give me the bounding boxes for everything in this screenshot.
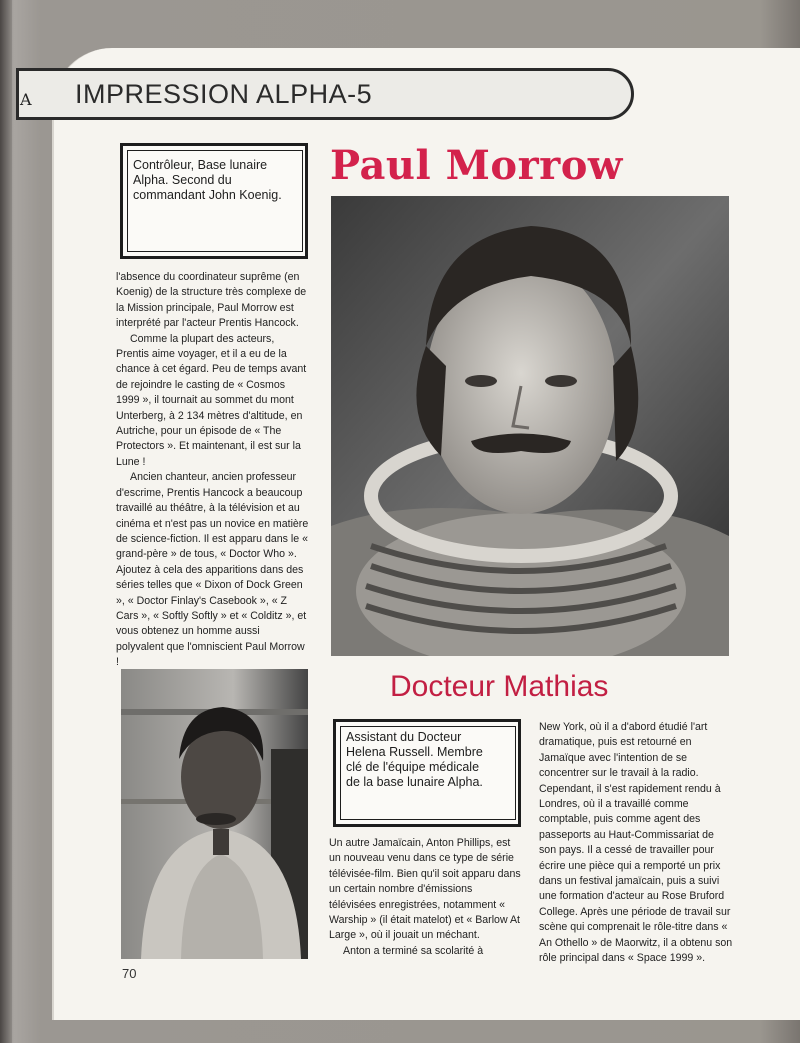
paul-caption-box [120, 143, 308, 259]
paul-paragraph-1: l'absence du coordinateur suprême (en Koenig) de la structure très complexe de la Mission principale, Paul Morrow est interprété par l'acteur Prentis Hancock. [116, 271, 307, 330]
paul-paragraph-3: Ancien chanteur, ancien professeur d'escrime, Prentis Hancock a beaucoup travaillé au théâtre, à la télévision et au cinéma et n'est pas un novice en matière de science-fiction. Il est apparu dans le « grand-père » de tous, « Doctor Who ». Ajoutez à cela des apparitions dans des séries telles que « Dixon of Dock Green », « Doctor Finlay's Casebook », « Z Cars », « Softly Softly » et « Colditz », et vous obtenez un homme aussi polyvalent que l'omniscient Paul Morrow ! [116, 471, 309, 669]
paul-morrow-heading: Paul Morrow [330, 142, 623, 189]
docteur-mathias-heading: Docteur Mathias [390, 670, 609, 703]
mathias-left-paragraph-2: Anton a terminé sa scolarité à [343, 944, 484, 957]
mathias-caption: Assistant du Docteur Helena Russell. Membre clé de l'équipe médicale de la base lunaire Alpha. [346, 730, 483, 789]
mathias-body-right [539, 720, 733, 967]
margin-mark: A [20, 90, 32, 109]
book-spine [0, 0, 12, 1043]
header-bar [16, 68, 634, 120]
mathias-body-left [329, 836, 521, 959]
paul-morrow-photo [331, 196, 729, 656]
mathias-right-paragraph-1: New York, où il a d'abord étudié l'art dramatique, puis est retourné en Jamaïque avec l'intention de se concentrer sur le travail à la radio. Cependant, il s'est rapidement rendu à Londres, où il a travaillé comme comptable, puis comme agent des passeports au Haut-Commissariat de son pays. Il a cessé de travailler pour écrire une pièce qui a remporté un prix dans un festival jamaïcain, puis a suivi une formation d'acteur au Rose Bruford College. Après une période de travail sur scène qui comprenait le rôle-titre dans « An Othello » de Maorwitz, il a obtenu son rôle principal dans « Space 1999 ». [539, 721, 733, 965]
page-title: IMPRESSION ALPHA-5 [75, 79, 373, 109]
docteur-mathias-photo [121, 669, 308, 959]
paul-caption: Contrôleur, Base lunaire Alpha. Second du commandant John Koenig. [133, 158, 282, 202]
paul-body-text [116, 270, 310, 671]
page-number: 70 [122, 966, 137, 981]
paul-paragraph-2: Comme la plupart des acteurs, Prentis aime voyager, et il a eu de la chance à cet égard. Peu de temps avant de rejoindre le casting de « Cosmos 1999 », il tournait au sommet du mont Unterberg, à 2 134 mètres d'altitude, en Autriche, pour un épisode de « The Protectors ». Et maintenant, il est sur la Lune ! [116, 332, 307, 468]
mathias-caption-box [333, 719, 521, 827]
mathias-left-paragraph-1: Un autre Jamaïcain, Anton Phillips, est un nouveau venu dans ce type de série télévisée-film. Bien qu'il soit apparu dans un certain nombre d'émissions télévisées enregistrées, notamment « Warship » (il était matelot) et « Barlow At Large », où il jouait un méchant. [329, 837, 521, 942]
